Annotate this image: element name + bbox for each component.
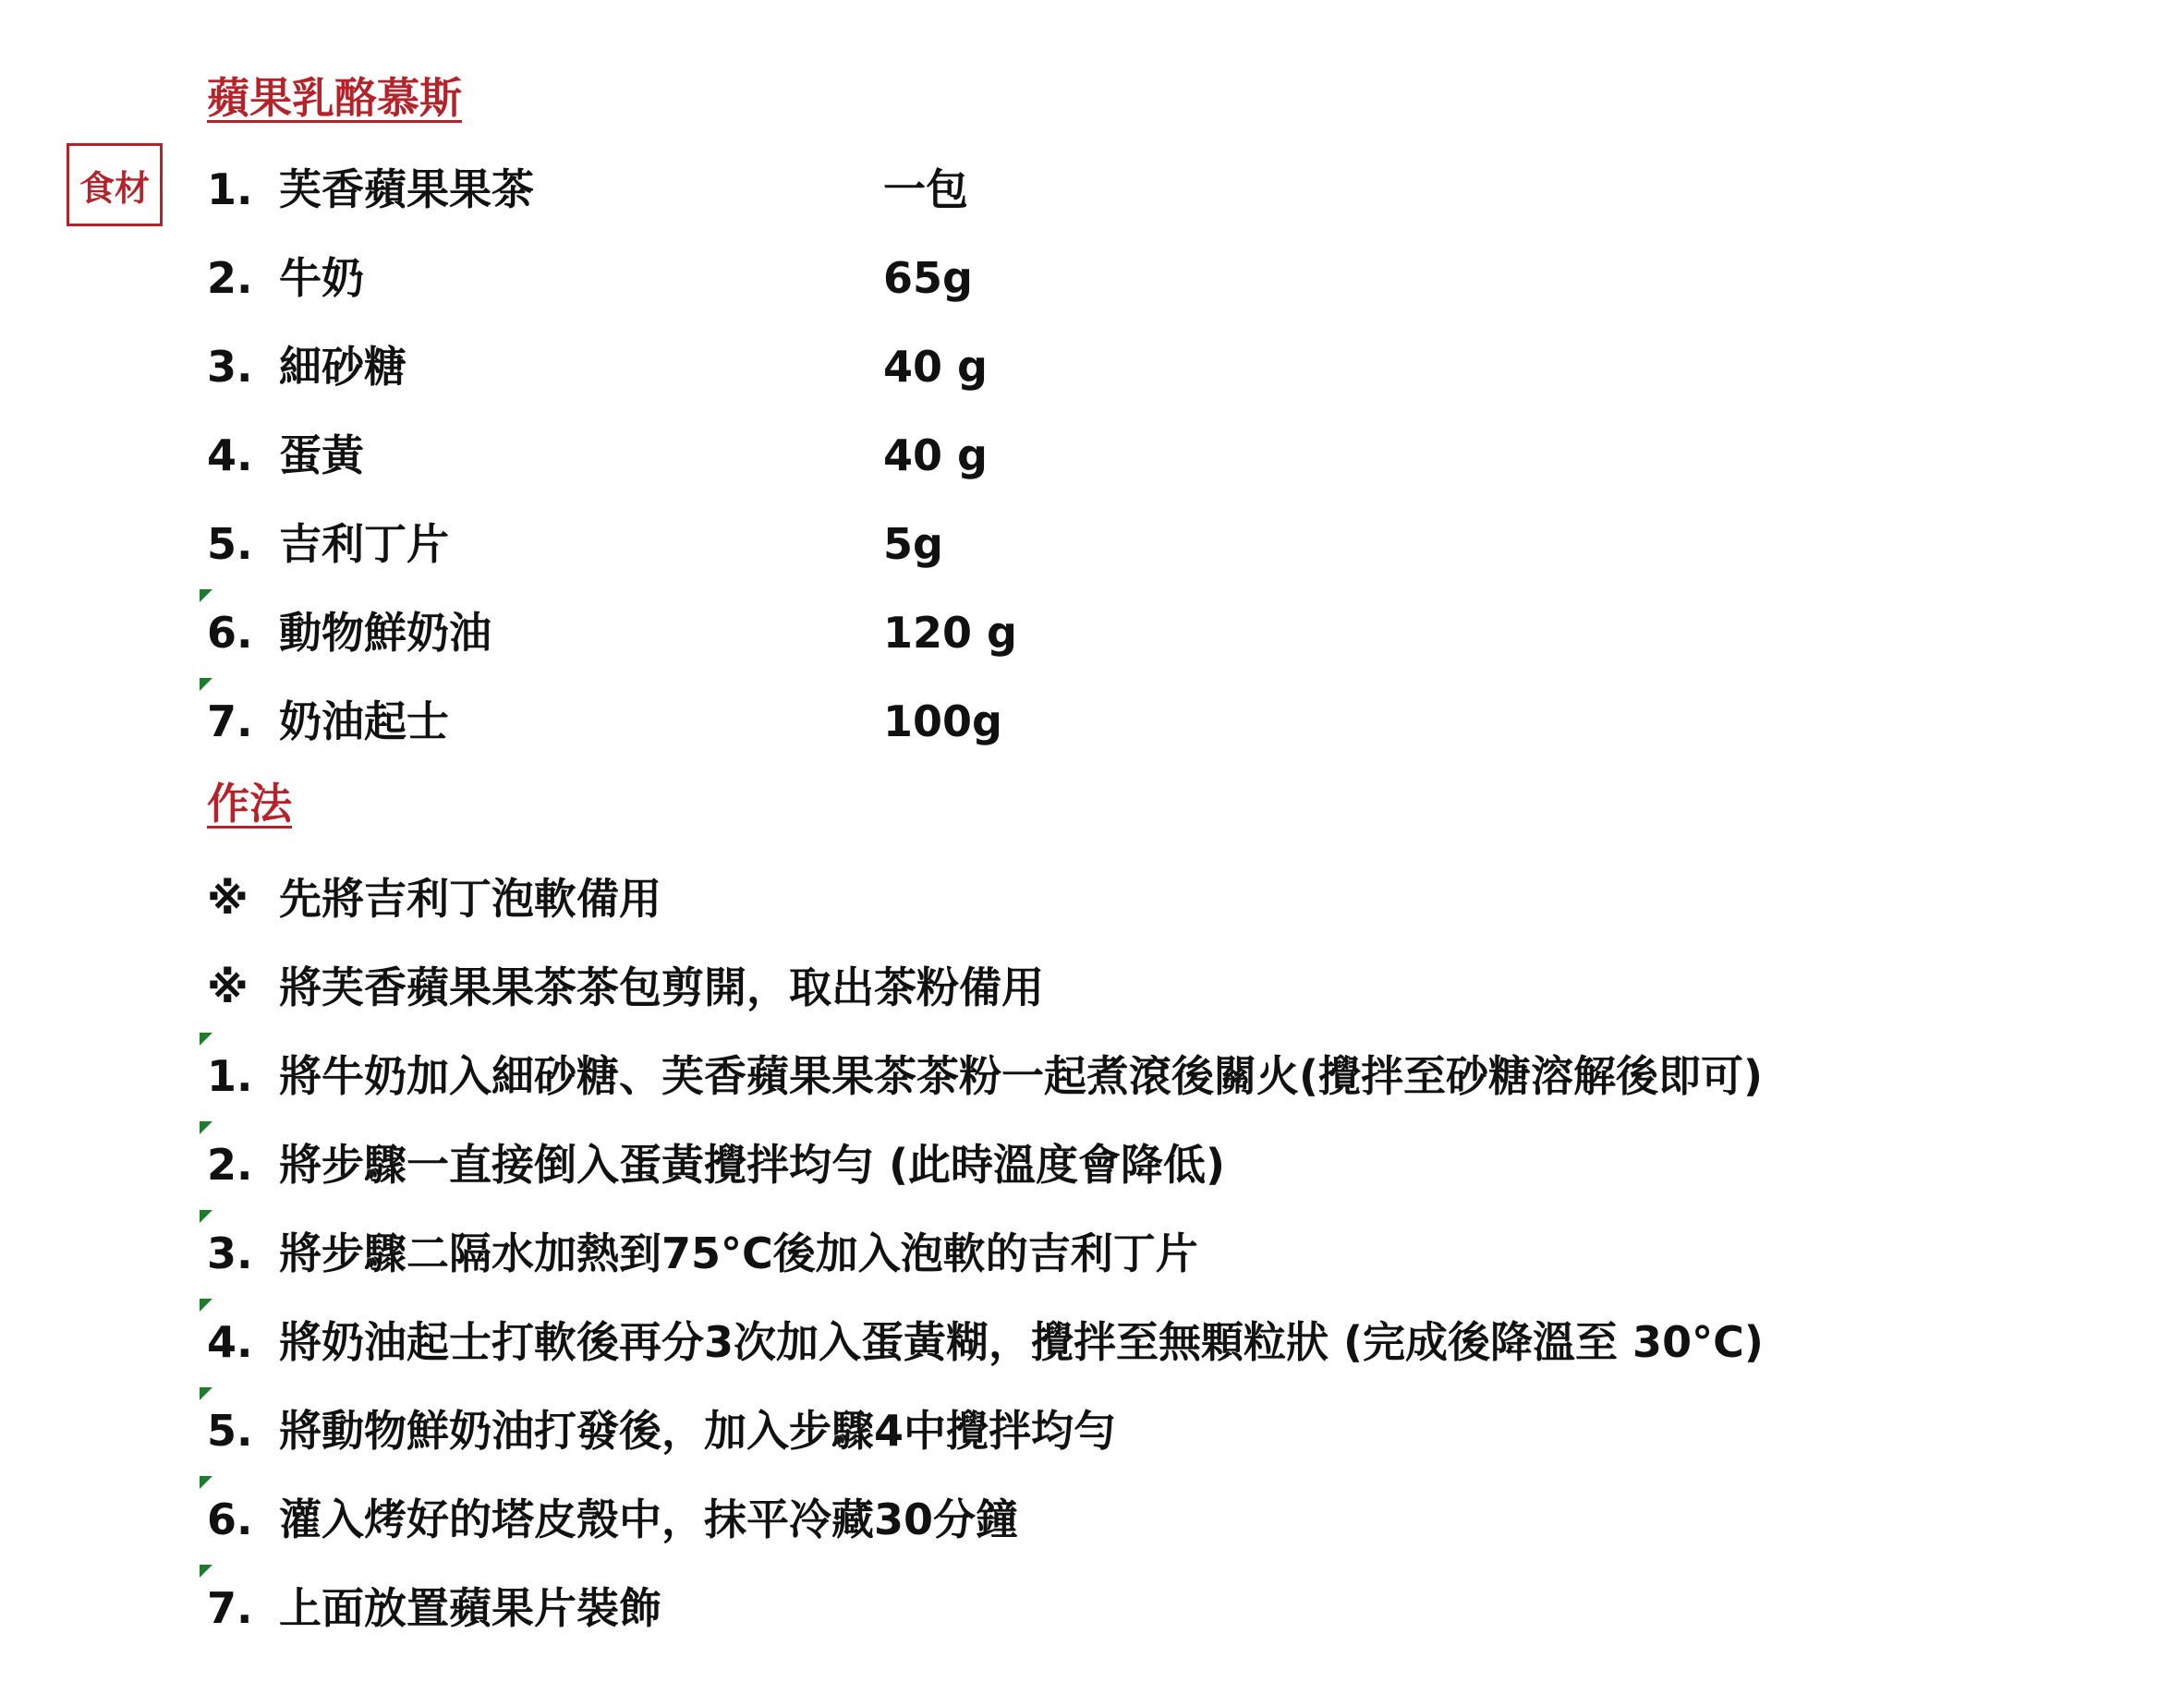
comment-marker	[200, 678, 212, 691]
step-text: 將奶油起士打軟後再分3次加入蛋黃糊，攪拌至無顆粒狀 (完成後降溫至 30°C)	[279, 1317, 1764, 1367]
step-number: 4.	[207, 1317, 253, 1367]
recipe-title: 蘋果乳酪慕斯	[207, 73, 462, 123]
note-mark: ※	[207, 962, 249, 1012]
step-text: 將步驟一直接倒入蛋黃攪拌均勻 (此時溫度會降低)	[279, 1140, 1226, 1190]
note-text: 將芙香蘋果果茶茶包剪開，取出茶粉備用	[279, 962, 1044, 1012]
ingredient-name: 蛋黃	[279, 430, 364, 480]
comment-marker	[200, 1210, 212, 1223]
step-text: 上面放置蘋果片裝飾	[279, 1583, 661, 1633]
ingredient-number: 6.	[207, 608, 253, 658]
ingredient-number: 7.	[207, 696, 253, 746]
step-text: 將牛奶加入細砂糖、芙香蘋果果茶茶粉一起煮滾後關火(攪拌至砂糖溶解後即可)	[279, 1051, 1764, 1101]
step-number: 1.	[207, 1051, 253, 1101]
method-title: 作法	[207, 779, 292, 829]
ingredient-number: 5.	[207, 519, 253, 569]
ingredient-name: 細砂糖	[279, 342, 406, 392]
ingredient-number: 3.	[207, 342, 253, 392]
comment-marker	[200, 1476, 212, 1489]
note-text: 先將吉利丁泡軟備用	[279, 874, 661, 924]
ingredient-quantity: 5g	[883, 519, 943, 569]
comment-marker	[200, 589, 212, 602]
step-number: 2.	[207, 1140, 253, 1190]
ingredient-number: 4.	[207, 430, 253, 480]
ingredient-name: 牛奶	[279, 253, 364, 303]
note-mark: ※	[207, 874, 249, 924]
comment-marker	[200, 1565, 212, 1578]
step-text: 灌入烤好的塔皮殼中，抹平冷藏30分鐘	[279, 1494, 1019, 1544]
comment-marker	[200, 1033, 212, 1046]
comment-marker	[200, 1121, 212, 1134]
ingredient-number: 2.	[207, 253, 253, 303]
ingredient-name: 動物鮮奶油	[279, 608, 491, 658]
ingredient-name: 吉利丁片	[279, 519, 449, 569]
step-text: 將動物鮮奶油打發後，加入步驟4中攪拌均勻	[279, 1406, 1117, 1456]
step-number: 3.	[207, 1228, 253, 1278]
ingredient-name: 芙香蘋果果茶	[279, 164, 534, 214]
ingredient-number: 1.	[207, 164, 253, 214]
ingredient-quantity: 一包	[883, 164, 968, 214]
comment-marker	[200, 1387, 212, 1400]
comment-marker	[200, 1299, 212, 1312]
ingredient-quantity: 65g	[883, 253, 973, 303]
ingredient-name: 奶油起士	[279, 696, 449, 746]
ingredient-quantity: 100g	[883, 696, 1002, 746]
step-number: 6.	[207, 1494, 253, 1544]
ingredient-quantity: 40 g	[883, 342, 988, 392]
step-number: 7.	[207, 1583, 253, 1633]
ingredients-badge: 食材	[67, 143, 163, 226]
step-number: 5.	[207, 1406, 253, 1456]
ingredient-quantity: 120 g	[883, 608, 1017, 658]
step-text: 將步驟二隔水加熱到75°C後加入泡軟的吉利丁片	[279, 1228, 1198, 1278]
ingredient-quantity: 40 g	[883, 430, 988, 480]
